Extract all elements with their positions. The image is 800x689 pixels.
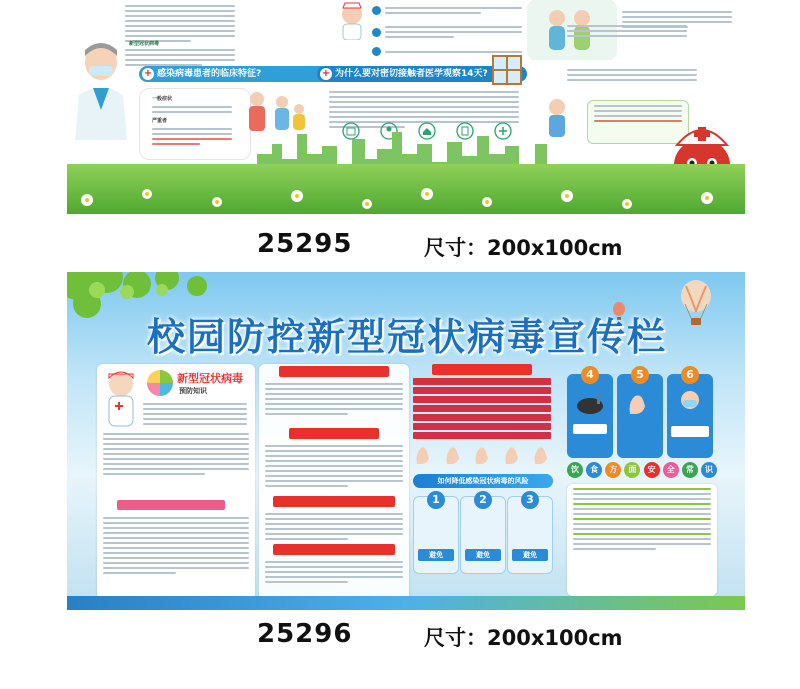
diet-char: 食	[586, 462, 602, 478]
diet-char: 方	[605, 462, 621, 478]
list-item	[413, 396, 551, 403]
intro-subtitle: 预防知识	[179, 387, 207, 395]
right-column-tips	[507, 22, 687, 40]
intro-text	[143, 400, 247, 428]
heading-bar-clinical: + 感染病毒患者的临床特征?	[139, 66, 349, 82]
diet-tips-card	[567, 484, 717, 596]
step-card-5	[617, 368, 663, 458]
diet-char: 全	[663, 462, 679, 478]
risk-card-3	[507, 493, 553, 574]
plus-icon: +	[321, 68, 331, 79]
text-column-top-left	[125, 2, 235, 45]
section-head-pink	[117, 500, 225, 510]
section-bar-red-1	[279, 366, 389, 377]
number-badge-2: 2	[474, 491, 492, 509]
list-item	[413, 378, 551, 385]
house-window-illustration	[487, 50, 527, 90]
intro-text-2	[103, 430, 249, 478]
subheading-severe: 严重者	[152, 118, 168, 124]
number-badge-1: 1	[427, 491, 445, 509]
intro-card	[97, 364, 255, 600]
nurse-icon	[337, 0, 367, 40]
avoid-label-2: 避免	[465, 549, 501, 561]
list-item	[413, 432, 551, 439]
number-badge-3: 3	[521, 491, 539, 509]
diet-char: 常	[682, 462, 698, 478]
risk-title-bar: 如何降低感染冠状病毒的风险	[413, 474, 553, 488]
bottom-gradient-strip	[67, 596, 745, 610]
middle-text-2	[265, 442, 403, 490]
intro-text-3	[103, 514, 249, 577]
text-tip-2	[567, 66, 697, 84]
poster-title: 校园防控新型冠状病毒宣传栏	[147, 315, 668, 359]
risk-card-1	[413, 493, 459, 574]
list-top-middle	[372, 4, 522, 56]
step-card-4	[567, 368, 613, 458]
virus-pie-graphic	[145, 368, 175, 398]
plus-icon: +	[143, 68, 153, 79]
diet-char: 安	[644, 462, 660, 478]
heading-bar-observation: + 为什么要对密切接触者医学观察14天?	[317, 66, 527, 82]
middle-text-1	[265, 380, 403, 418]
list-item	[413, 423, 551, 430]
product-code-2: 25296	[257, 619, 353, 649]
diet-char: 识	[701, 462, 717, 478]
section-bar-red-4	[273, 544, 395, 555]
section-bar-red-3	[273, 496, 395, 507]
prevention-list	[413, 364, 551, 441]
risk-card-2	[460, 493, 506, 574]
doctor-illustration	[71, 40, 131, 140]
subheading-general: 一般症状	[152, 96, 173, 102]
poster-preview-25296[interactable]	[67, 272, 745, 610]
number-badge-4: 4	[581, 366, 599, 384]
product-code-1: 25295	[257, 229, 353, 259]
number-badge-5: 5	[631, 366, 649, 384]
diet-title-row	[567, 462, 717, 480]
subheading-new-virus: 新型冠状病毒	[129, 41, 160, 47]
doctor-cartoon	[101, 368, 141, 428]
list-item	[413, 414, 551, 421]
step-card-6	[667, 368, 713, 458]
product-size-1: 尺寸：200x100cm	[424, 236, 623, 260]
avoid-label-3: 避免	[512, 549, 548, 561]
list-item	[413, 387, 551, 394]
handwash-steps-illustration	[413, 444, 551, 468]
list-item	[413, 405, 551, 412]
flowers-decoration	[67, 182, 745, 212]
hot-air-balloon-decoration	[679, 280, 713, 330]
diet-char: 面	[624, 462, 640, 478]
section-bar-red-5	[432, 364, 532, 375]
product-size-2: 尺寸：200x100cm	[424, 626, 623, 650]
poster-preview-25295[interactable]	[67, 0, 745, 214]
middle-text-3	[265, 510, 403, 543]
middle-text-4	[265, 558, 403, 586]
middle-column	[259, 364, 409, 600]
speech-bubble-clinical	[139, 88, 251, 160]
section-bar-red-2	[289, 428, 379, 439]
intro-title: 新型冠状病毒	[177, 372, 243, 385]
avoid-label-1: 避免	[418, 549, 454, 561]
diet-char: 饮	[567, 462, 583, 478]
number-badge-6: 6	[681, 366, 699, 384]
